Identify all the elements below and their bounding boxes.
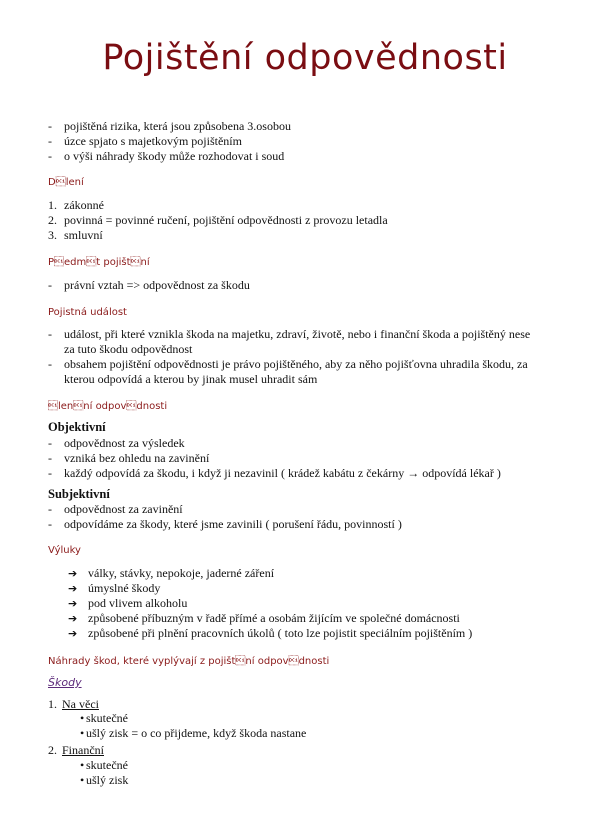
section-heading-udalost: Pojistná událost xyxy=(48,307,127,318)
arrow-right-icon: ➔ xyxy=(68,612,78,625)
dash-bullet: - xyxy=(48,357,52,371)
skody-link[interactable]: Škody xyxy=(48,676,82,689)
arrow-right-icon: ➔ xyxy=(68,597,78,610)
dash-bullet: - xyxy=(48,466,52,480)
dash-bullet: - xyxy=(48,517,52,531)
dash-bullet: - xyxy=(48,134,52,148)
dash-bullet: - xyxy=(48,502,52,516)
dash-bullet: - xyxy=(48,327,52,341)
arrow-right-icon: ➔ xyxy=(68,567,78,580)
dash-bullet: - xyxy=(48,149,52,163)
section-heading-nahrady: Náhrady škod, které vyplývají z pojištní odpovdnosti xyxy=(48,656,330,667)
subheading-subjektivni: Subjektivní xyxy=(48,487,110,501)
page-title: Pojištění odpovědnosti xyxy=(102,38,508,78)
bullet-dot-icon: • xyxy=(80,726,85,740)
section-heading-vyluky: Výluky xyxy=(48,545,81,556)
dash-bullet: - xyxy=(48,278,52,292)
section-heading-predmet: Pedmt pojištní xyxy=(48,257,150,268)
arrow-right-icon: ➔ xyxy=(68,627,78,640)
subheading-objektivni: Objektivní xyxy=(48,420,106,434)
bullet-dot-icon: • xyxy=(80,758,85,772)
arrow-right-icon: ➔ xyxy=(68,582,78,595)
dash-bullet: - xyxy=(48,436,52,450)
dash-bullet: - xyxy=(48,451,52,465)
section-heading-deleni: Dlení xyxy=(48,177,84,188)
bullet-dot-icon: • xyxy=(80,711,85,725)
section-heading-cleneni: lenní odpovdnosti xyxy=(48,401,168,412)
bullet-dot-icon: • xyxy=(80,773,85,787)
dash-bullet: - xyxy=(48,119,52,133)
